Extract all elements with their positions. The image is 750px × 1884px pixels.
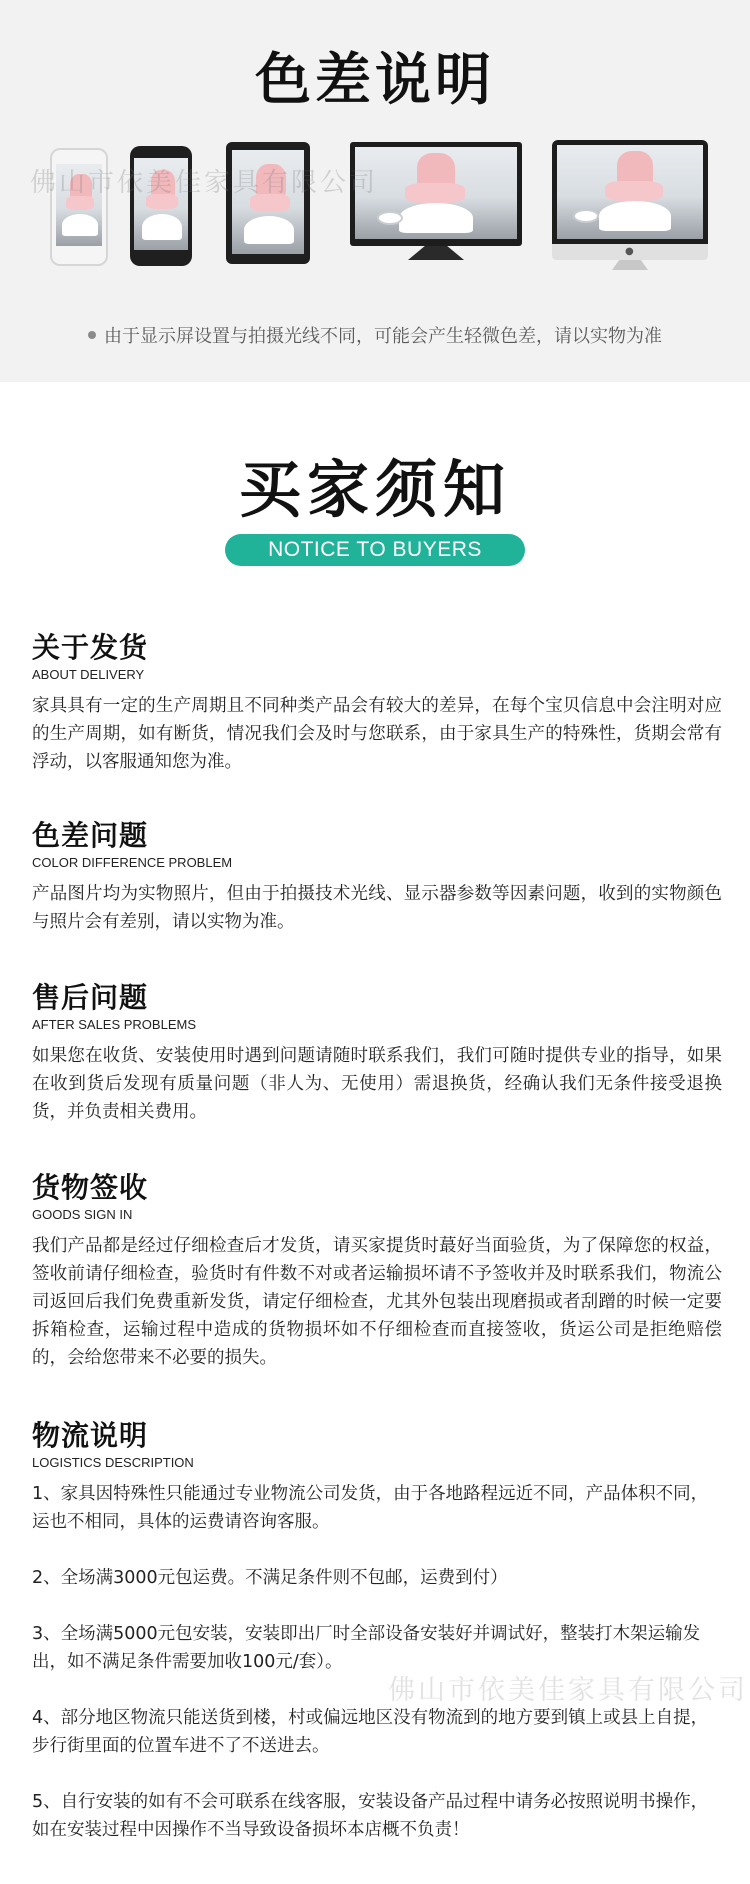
section-goods-sign-in [32, 1170, 722, 1372]
banner-title: 色差说明 [255, 48, 495, 113]
monitor-stand [612, 260, 648, 270]
section-title: 售后问题 [32, 981, 149, 1014]
color-note [0, 322, 750, 348]
section-body: 我们产品都是经过仔细检查后才发货，请买家提货时蕞好当面验货，为了保障您的权益，签收前请仔细检查，验货时有件数不对或者运输损坏请不予签收并及时联系我们，物流公司返回后我们免费重新发货，请定仔细检查，尤其外包装出现磨损或者刮蹭的时候一定要拆箱检查，运输过程中造成的货物损坏如不仔细检查而直接签收，货运公司是拒绝赔偿的，会给您带来不必要的损失。 [32, 1236, 722, 1368]
section-title: 色差问题 [32, 819, 149, 852]
notice-subtitle-pill: NOTICE TO BUYERS [225, 534, 525, 566]
tv-stand [408, 246, 464, 260]
tablet-icon [226, 142, 310, 264]
section-subtitle: LOGISTICS DESCRIPTION [32, 1455, 194, 1470]
section-body: 家具具有一定的生产周期且不同种类产品会有较大的差异，在每个宝贝信息中会注明对应的生产周期，如有断货，情况我们会及时与您联系，由于家具生产的特殊性，货期会常有浮动，以客服通知您为准。 [32, 696, 722, 772]
section-subtitle: ABOUT DELIVERY [32, 667, 145, 682]
section-body: 产品图片均为实物照片，但由于拍摄技术光线、显示器参数等因素问题，收到的实物颜色与照片会有差别，请以实物为准。 [32, 884, 722, 932]
section-color-difference [32, 818, 722, 936]
section-body: 如果您在收货、安装使用时遇到问题请随时联系我们，我们可随时提供专业的指导，如果在收到货后发现有质量问题（非人为、无使用）需退换货，经确认我们无条件接受退换货，并负责相关费用。 [32, 1046, 722, 1122]
watermark-bottom: 佛山市依美佳家具有限公司 [388, 1675, 748, 1706]
color-note-text: 由于显示屏设置与拍摄光线不同，可能会产生轻微色差，请以实物为准 [104, 326, 662, 347]
device-row [0, 140, 750, 270]
bullet-dot-icon [88, 331, 96, 339]
list-item: 2、全场满3000元包运费。不满足条件则不包邮，运费到付） [32, 1568, 508, 1588]
color-difference-banner [0, 0, 750, 382]
section-logistics [32, 1418, 722, 1844]
apple-logo-icon: ● [625, 246, 634, 257]
section-subtitle: AFTER SALES PROBLEMS [32, 1017, 196, 1032]
list-item: 3、全场满5000元包安装，安装即出厂时全部设备安装好并调试好，整装打木架运输发出，如不满足条件需要加收100元/套）。 [32, 1624, 701, 1672]
list-item: 4、部分地区物流只能送货到楼，村或偏远地区没有物流到的地方要到镇上或县上自提，步行街里面的位置车进不了不送进去。 [32, 1708, 709, 1756]
section-delivery [32, 630, 722, 776]
section-title: 关于发货 [32, 631, 149, 664]
section-title: 货物签收 [32, 1171, 149, 1204]
list-item: 1、家具因特殊性只能通过专业物流公司发货，由于各地路程远近不同，产品体积不同，运也不相同，具体的运费请咨询客服。 [32, 1484, 709, 1532]
watermark-top: 佛山市依美佳家具有限公司 [30, 168, 379, 198]
section-title: 物流说明 [32, 1419, 149, 1452]
section-after-sales [32, 980, 722, 1126]
section-subtitle: GOODS SIGN IN [32, 1207, 133, 1222]
list-item: 5、自行安装的如有不会可联系在线客服，安装设备产品过程中请务必按照说明书操作，如在安装过程中因操作不当导致设备损坏本店概不负责！ [32, 1792, 709, 1840]
notice-title: 买家须知 [238, 453, 511, 526]
section-subtitle: COLOR DIFFERENCE PROBLEM [32, 855, 233, 870]
desktop-monitor-icon [552, 140, 708, 244]
